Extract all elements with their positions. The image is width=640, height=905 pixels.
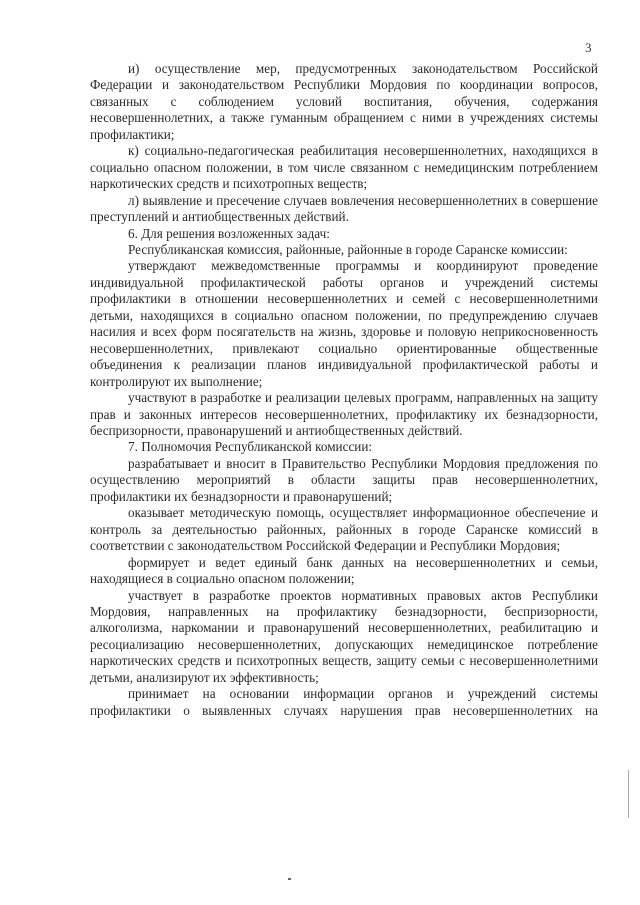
document-body [90,61,598,719]
section-6-heading: 6. Для решения возложенных задач: [128,225,330,241]
paragraph-normative-acts: участвует в разработке проектов нормативных правовых актов Республики Мордовия, направленных на профилактику безнадзорности, беспризорности, алкоголизма, наркомании и правонарушений несовершеннолетних, реабилитацию и ресоциализацию несовершеннолетних, допускающих немедицинское потребление наркотических средств и психотропных веществ, защиту семьи с несовершеннолетними детьми, анализируют их эффективность; [90,587,598,685]
paragraph-data-bank: формирует и ведет единый банк данных на несовершеннолетних и семьи, находящиеся в социально опасном положении; [90,554,598,587]
paragraph-approve-programs: утверждают межведомственные программы и координируют проведение индивидуальной профилактической работы органов и учреждений системы профилактики в отношении несовершеннолетних и семей с несовершеннолетними детьми, находящихся в социально опасном положении, по предупреждению случаев насилия и всех форм посягательств на жизнь, здоровье и половую неприкосновенность несовершеннолетних, привлекают социально ориентированные общественные объединения к реализации планов индивидуальной профилактической работы и контролируют их выполнение; [90,258,598,389]
paragraph-develop-proposals: разрабатывает и вносит в Правительство Республики Мордовия предложения по осуществлению мероприятий в области защиты прав несовершеннолетних, профилактики их безнадзорности и правонарушений; [90,455,598,504]
paragraph-decisions: принимает на основании информации органов и учреждений системы профилактики о выявленных случаях нарушения прав несовершеннолетних на [90,686,598,718]
section-7-heading: 7. Полномочия Республиканской комиссии: [128,439,373,455]
paragraph-item-l: л) выявление и пресечение случаев вовлечения несовершеннолетних в совершение преступлений и антиобщественных действий. [90,192,598,225]
paragraph-item-i: и) осуществление мер, предусмотренных законодательством Российской Федерации и законодательством Республики Мордовия по координации вопросов, связанных с соблюдением условий воспитания, обучения, содержания несовершеннолетних, а также гуманным обращением с ними в учреждениях системы профилактики; [90,61,598,142]
paragraph-methodical-help: оказывает методическую помощь, осуществляет информационное обеспечение и контроль за деятельностью районных, районных в городе Саранске комиссий в соответствии с законодательством Российской Федерации и Республики Мордовия; [90,505,598,554]
paragraph-commissions: Республиканская комиссия, районные, районные в городе Саранске комиссии: [128,241,568,257]
scan-dot-mark [288,878,291,880]
paragraph-participate-programs: участвуют в разработке и реализации целевых программ, направленных на защиту прав и законных интересов несовершеннолетних, профилактику их безнадзорности, беспризорности, правонарушений и антиобщественных действий. [90,390,598,438]
page-number: 3 [585,40,592,55]
scan-margin-mark [628,770,629,818]
paragraph-item-k: к) социально-педагогическая реабилитация несовершеннолетних, находящихся в социально опасном положении, в том числе связанном с немедицинским потреблением наркотических средств и психотропных веществ; [90,143,598,192]
